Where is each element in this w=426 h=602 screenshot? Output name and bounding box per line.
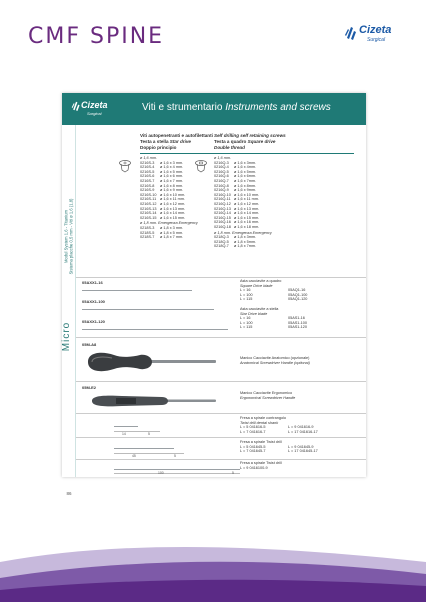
screw-size: ø 1,6 x 10 mm. bbox=[234, 192, 260, 197]
screw-size: ø 1,6 x 5mm. bbox=[234, 169, 257, 174]
page-number: 86 bbox=[66, 491, 72, 496]
screw-size: ø 1,6 x 11 mm. bbox=[160, 197, 186, 202]
product-code: 05M-E2 bbox=[82, 385, 97, 390]
screw-size: ø 1,6 x 9mm. bbox=[234, 188, 257, 193]
section-divider bbox=[76, 381, 366, 382]
desc-title-en: Star Drive blade bbox=[240, 311, 268, 316]
screw-code: 0216S-8 bbox=[140, 183, 155, 188]
sidebar-line: Sistema placche 0,5 mm - Viti ø 1,6 (1,8) bbox=[69, 198, 74, 275]
desc-code: L = 9 041645-9 bbox=[288, 444, 314, 449]
right-heading bbox=[214, 133, 286, 151]
right-screw-list bbox=[214, 155, 272, 249]
long-twist-drill-desc bbox=[240, 461, 288, 470]
section-divider bbox=[76, 413, 366, 414]
dental-drill-image bbox=[114, 426, 138, 427]
screw-code: 0216S-12 bbox=[140, 201, 157, 206]
screw-code: 0216Q-10 bbox=[214, 192, 231, 197]
screw-size: ø 1,6 x 16 mm. bbox=[234, 220, 260, 225]
left-heading bbox=[140, 133, 213, 151]
desc-length: L = 100 bbox=[240, 320, 253, 325]
screw-size: ø 1,6 x 3 mm. bbox=[160, 160, 184, 165]
blade-image bbox=[82, 329, 228, 330]
screw-code: 0218S-5 bbox=[140, 230, 155, 235]
right-heading-3: Double thread bbox=[214, 145, 245, 150]
screw-size: ø 1,6 x 12 mm. bbox=[234, 201, 260, 206]
dimension-label: 100 bbox=[158, 471, 164, 475]
dimension-line bbox=[114, 431, 160, 432]
desc-length: L = 5 041645-5 bbox=[240, 444, 266, 449]
desc-length: L = 115 bbox=[240, 297, 253, 302]
screw-size: ø 1,8 x 5 mm. bbox=[160, 230, 184, 235]
desc-title: Asta cacciavite a stella bbox=[240, 307, 279, 311]
heading-rule bbox=[140, 153, 354, 154]
catalog-sheet bbox=[61, 93, 366, 496]
screw-size: ø 1,6 x 15 mm. bbox=[160, 215, 186, 220]
desc-title-en: Square Drive blade bbox=[240, 283, 273, 288]
desc-length: L = 16 bbox=[240, 288, 251, 293]
left-rows bbox=[140, 161, 198, 221]
desc-title: Manico Cacciavite Anatomico (opzionale) bbox=[240, 356, 310, 360]
screw-code: 0216Q-18 bbox=[214, 224, 231, 229]
desc-title: Fresa a spirale contrangolo bbox=[240, 416, 287, 420]
screw-size: ø 1,6 x 6 mm. bbox=[160, 174, 184, 179]
screw-code: 0216S-15 bbox=[140, 215, 157, 220]
screw-code: 0216Q-4 bbox=[214, 165, 229, 170]
cizeta-logo-icon bbox=[71, 100, 81, 112]
product-code: 05AXX1-120 bbox=[82, 319, 105, 324]
screw-code: 0216S-10 bbox=[140, 192, 157, 197]
dimension-label: 45 bbox=[132, 454, 136, 458]
product-code: 05AXX1-100 bbox=[82, 299, 105, 304]
screw-code: 0216S-4 bbox=[140, 165, 155, 170]
left-emergency-label: ø 1,8 mm. Emergenza Emergency bbox=[140, 221, 198, 226]
screw-code: 0216S-14 bbox=[140, 211, 157, 216]
screw-code: 0216S-6 bbox=[140, 174, 155, 179]
screw-code: 0216S-7 bbox=[140, 178, 155, 183]
screw-size: ø 1,6 x 15 mm. bbox=[234, 215, 260, 220]
brand-name: Cizeta bbox=[359, 24, 392, 36]
screw-size: ø 1,8 x 5mm. bbox=[234, 239, 257, 244]
screw-code: 0216Q-3 bbox=[214, 160, 229, 165]
desc-code: L = 9 041616-9 bbox=[288, 425, 314, 430]
screw-code: 0216S-9 bbox=[140, 188, 155, 193]
square-blade-desc bbox=[240, 279, 307, 302]
section-divider bbox=[76, 277, 366, 278]
screw-size: ø 1,6 x 7mm. bbox=[234, 178, 257, 183]
desc-length: L = 16 bbox=[240, 316, 251, 321]
section-divider bbox=[76, 437, 366, 438]
cizeta-logo-icon bbox=[344, 25, 358, 41]
blade-image bbox=[82, 309, 214, 310]
right-heading-2-en: Square drive bbox=[247, 139, 276, 144]
desc-length: L = 9 0416100-9 bbox=[240, 465, 268, 470]
section-divider bbox=[76, 459, 366, 460]
product-code: 05M-A8 bbox=[82, 342, 97, 347]
right-emergency-rows bbox=[214, 235, 272, 249]
dental-drill-desc bbox=[240, 416, 318, 434]
left-heading-1: Viti autopenetranti e autofilettanti bbox=[140, 133, 213, 138]
footer-wave-decoration bbox=[0, 522, 426, 602]
blade-image bbox=[82, 290, 192, 291]
right-emergency-label: ø 1,8 mm. Emergenza Emergency bbox=[214, 230, 272, 235]
header-title-it: Viti e strumentario bbox=[142, 102, 223, 113]
screw-size: ø 1,6 x 8 mm. bbox=[160, 183, 184, 188]
brand-sub: Surgical bbox=[367, 37, 386, 43]
left-screw-list bbox=[140, 155, 198, 240]
right-size-label: ø 1,6 mm. bbox=[214, 156, 232, 160]
desc-code: 05AS1-100 bbox=[288, 320, 307, 325]
right-heading-1: Self drilling self retaining screws bbox=[214, 133, 286, 138]
sidebar-system-text bbox=[64, 195, 75, 277]
screw-size: ø 1,6 x 8mm. bbox=[234, 183, 257, 188]
screw-size: ø 1,6 x 13 mm. bbox=[160, 206, 186, 211]
twist-drill-image bbox=[114, 448, 174, 449]
screw-code: 0218S-3 bbox=[140, 225, 155, 230]
ergonomic-handle-desc bbox=[240, 391, 295, 400]
screw-row bbox=[140, 216, 198, 221]
desc-title-en: Anatomical Screwdriver Handle (optional) bbox=[240, 360, 310, 365]
screw-code: 0216Q-12 bbox=[214, 201, 231, 206]
screw-code: 0216Q-14 bbox=[214, 211, 231, 216]
sidebar-section: Micro bbox=[61, 321, 73, 352]
desc-length: L = 100 bbox=[240, 292, 253, 297]
screw-size: ø 1,6 x 10 mm. bbox=[160, 192, 186, 197]
sheet-header bbox=[62, 93, 366, 125]
header-title-en: Instruments and screws bbox=[225, 102, 331, 113]
star-blade-desc bbox=[240, 307, 307, 330]
desc-code: 05AS1-120 bbox=[288, 325, 307, 330]
dimension-label: 5 bbox=[232, 471, 234, 475]
screw-size: ø 1,8 x 3 mm. bbox=[160, 225, 184, 230]
right-rows bbox=[214, 161, 272, 230]
screw-code: 0216Q-7 bbox=[214, 178, 229, 183]
screw-size: ø 1,6 x 4mm. bbox=[234, 165, 257, 170]
desc-title: Asta cacciavite a quadro bbox=[240, 279, 282, 283]
ergonomic-handle-image bbox=[82, 393, 222, 409]
desc-code: 05AQ1-100 bbox=[288, 292, 308, 297]
desc-title-en: Twist drill dental shank bbox=[240, 420, 279, 425]
sidebar bbox=[61, 125, 76, 496]
right-heading-2: Testa a quadro bbox=[214, 139, 247, 144]
screw-code: 0216Q-11 bbox=[214, 197, 231, 202]
screw-code: 0218Q-3 bbox=[214, 235, 229, 240]
dimension-label: 5 bbox=[174, 454, 176, 458]
screw-code: 0216Q-5 bbox=[214, 169, 229, 174]
screw-code: 0216S-11 bbox=[140, 197, 157, 202]
desc-length: L = 7 041645-7 bbox=[240, 449, 266, 454]
screw-size: ø 1,6 x 12 mm. bbox=[160, 201, 186, 206]
desc-title: Fresa a spirale Twist drill bbox=[240, 461, 282, 465]
screw-size: ø 1,6 x 14 mm. bbox=[160, 211, 186, 216]
screw-size: ø 1,6 x 4 mm. bbox=[160, 165, 184, 170]
anatomical-handle-desc bbox=[240, 356, 310, 365]
page-title: CMF SPINE bbox=[28, 24, 165, 49]
screw-size: ø 1,6 x 13 mm. bbox=[234, 206, 260, 211]
screw-code: 0216S-3 bbox=[140, 160, 155, 165]
screw-code: 0216Q-16 bbox=[214, 220, 231, 225]
dimension-label: 5 bbox=[148, 432, 150, 436]
screw-size: ø 1,6 x 7 mm. bbox=[160, 178, 184, 183]
left-heading-2-en: Star drive bbox=[169, 139, 191, 144]
screw-size: ø 1,8 x 7 mm. bbox=[160, 235, 184, 240]
long-twist-drill-image bbox=[114, 469, 240, 470]
header-brand-sub: Surgical bbox=[87, 111, 102, 116]
desc-length: L = 115 bbox=[240, 325, 253, 330]
screw-size: ø 1,6 x 5 mm. bbox=[160, 169, 184, 174]
dimension-line bbox=[114, 473, 240, 474]
desc-code: 05AS1-16 bbox=[288, 316, 305, 321]
desc-title: Fresa a spirale Twist drill bbox=[240, 440, 282, 444]
screw-size: ø 1,6 x 6mm. bbox=[234, 174, 257, 179]
desc-length: L = 5 041616-5 bbox=[240, 425, 266, 430]
header-title bbox=[142, 102, 331, 113]
screw-code: 0216S-5 bbox=[140, 169, 155, 174]
desc-code: 05AQ1-16 bbox=[288, 288, 306, 293]
brand-logo bbox=[344, 23, 402, 49]
star-drive-screw-icon bbox=[118, 159, 132, 173]
screw-row bbox=[214, 225, 272, 230]
header-brand-name: Cizeta bbox=[81, 100, 108, 110]
screw-code: 0216S-13 bbox=[140, 206, 157, 211]
left-heading-2: Testa a stella bbox=[140, 139, 169, 144]
twist-drill-desc bbox=[240, 440, 318, 454]
screw-code: 0216Q-15 bbox=[214, 215, 231, 220]
left-size-label: ø 1,6 mm. bbox=[140, 156, 158, 160]
left-heading-3: Doppio principio bbox=[140, 145, 177, 150]
screw-code: 0216Q-6 bbox=[214, 174, 229, 179]
screw-code: 0216Q-9 bbox=[214, 188, 229, 193]
screw-row bbox=[214, 244, 272, 249]
desc-length: L = 7 041616-7 bbox=[240, 429, 266, 434]
screw-row bbox=[140, 235, 198, 240]
screw-size: ø 1,6 x 3mm. bbox=[234, 160, 257, 165]
desc-code: L = 17 041645-17 bbox=[288, 449, 318, 454]
desc-title: Manico Cacciavite Ergonomico bbox=[240, 391, 293, 395]
dimension-label: 14 bbox=[122, 432, 126, 436]
desc-title-en: Ergonomical Screwdriver Handle bbox=[240, 395, 296, 400]
screw-size: ø 1,6 x 14 mm. bbox=[234, 211, 260, 216]
section-divider bbox=[76, 337, 366, 338]
screw-size: ø 1,6 x 18 mm. bbox=[234, 224, 260, 229]
screw-code: 0218S-7 bbox=[140, 235, 155, 240]
screw-code: 0216Q-8 bbox=[214, 183, 229, 188]
anatomical-handle-image bbox=[82, 349, 222, 375]
sidebar-line: Modul System 1,6 - Titanium bbox=[63, 209, 69, 263]
screw-size: ø 1,6 x 11 mm. bbox=[234, 197, 260, 202]
desc-code: 05AQ1-120 bbox=[288, 297, 308, 302]
product-code: 05AXX1-16 bbox=[82, 280, 103, 285]
screw-size: ø 1,6 x 9 mm. bbox=[160, 188, 184, 193]
screw-size: ø 1,8 x 7mm. bbox=[234, 244, 257, 249]
screw-size: ø 1,8 x 3mm. bbox=[234, 235, 257, 240]
screw-code: 0218Q-5 bbox=[214, 239, 229, 244]
screw-code: 0218Q-7 bbox=[214, 244, 229, 249]
desc-code: L = 17 041616-17 bbox=[288, 429, 318, 434]
left-emergency-rows bbox=[140, 226, 198, 240]
screw-code: 0216Q-13 bbox=[214, 206, 231, 211]
